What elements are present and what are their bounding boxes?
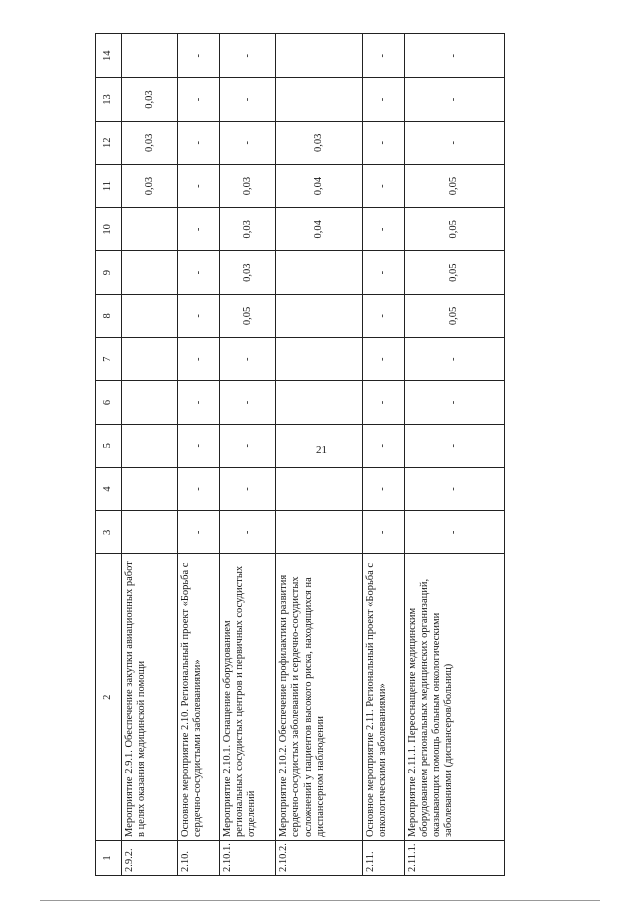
value-cell [276, 294, 362, 337]
value-cell: - [178, 164, 220, 207]
table-row [178, 34, 220, 876]
value-cell: - [178, 294, 220, 337]
row-code: 2.11.1. [404, 840, 504, 875]
value-cell [122, 424, 178, 467]
value-cell [276, 381, 362, 424]
value-cell: - [220, 424, 276, 467]
value-cell: - [178, 78, 220, 121]
table-container [95, 33, 505, 876]
value-cell: 0,05 [404, 251, 504, 294]
header-cell: 12 [96, 121, 122, 164]
value-cell: 0,03 [276, 121, 362, 164]
value-cell [276, 78, 362, 121]
value-cell [276, 467, 362, 510]
value-cell: 0,04 [276, 164, 362, 207]
value-cell: - [178, 121, 220, 164]
row-name: Мероприятие 2.11.1. Переоснащение медицинским оборудованием региональных медицинских организаций, оказывающих помощь больным онкологическими заболеваниями (диспансеров/больниц) [404, 554, 504, 841]
value-cell: - [220, 121, 276, 164]
value-cell: - [404, 78, 504, 121]
value-cell [276, 338, 362, 381]
value-cell: - [362, 338, 404, 381]
value-cell: 0,03 [220, 208, 276, 251]
measures-table [95, 33, 505, 876]
value-cell: - [220, 511, 276, 554]
value-cell [122, 208, 178, 251]
value-cell: - [178, 251, 220, 294]
value-cell: - [178, 467, 220, 510]
table-row [220, 34, 276, 876]
value-cell [276, 34, 362, 78]
header-cell: 11 [96, 164, 122, 207]
value-cell: 0,03 [220, 164, 276, 207]
row-name: Мероприятие 2.9.1. Обеспечение закупки авиационных работ в целях оказания медицинской помощи [122, 554, 178, 841]
header-cell: 3 [96, 511, 122, 554]
header-cell: 6 [96, 381, 122, 424]
value-cell: - [178, 34, 220, 78]
value-cell [122, 338, 178, 381]
value-cell: - [220, 381, 276, 424]
value-cell: - [404, 34, 504, 78]
value-cell: - [362, 121, 404, 164]
value-cell: - [178, 208, 220, 251]
value-cell: - [220, 34, 276, 78]
value-cell: - [404, 381, 504, 424]
value-cell: - [178, 338, 220, 381]
value-cell: - [220, 467, 276, 510]
value-cell: - [220, 78, 276, 121]
value-cell: 0,03 [220, 251, 276, 294]
value-cell [122, 294, 178, 337]
value-cell: 0,03 [122, 164, 178, 207]
header-cell: 5 [96, 424, 122, 467]
row-name: Основное мероприятие 2.10. Региональный проект «Борьба с сердечно-сосудистыми заболеваниями» [178, 554, 220, 841]
header-cell: 4 [96, 467, 122, 510]
value-cell: - [178, 511, 220, 554]
row-code: 2.10.1. [220, 840, 276, 875]
value-cell: 0,05 [404, 208, 504, 251]
value-cell: - [404, 467, 504, 510]
table-row [404, 34, 504, 876]
row-code: 2.10. [178, 840, 220, 875]
header-cell: 1 [96, 840, 122, 875]
value-cell [122, 467, 178, 510]
value-cell: - [362, 294, 404, 337]
row-code: 2.9.2. [122, 840, 178, 875]
value-cell: 0,03 [122, 121, 178, 164]
value-cell: - [362, 251, 404, 294]
header-row [96, 34, 122, 876]
value-cell [276, 424, 362, 467]
header-cell: 7 [96, 338, 122, 381]
header-cell: 14 [96, 34, 122, 78]
value-cell: - [404, 338, 504, 381]
value-cell [122, 511, 178, 554]
value-cell: - [362, 208, 404, 251]
value-cell: - [362, 34, 404, 78]
page-number: 21 [316, 444, 327, 456]
value-cell [122, 34, 178, 78]
rotated-table-frame [95, 33, 505, 876]
value-cell: - [362, 164, 404, 207]
value-cell: - [362, 424, 404, 467]
header-cell: 8 [96, 294, 122, 337]
row-name: Основное мероприятие 2.11. Региональный проект «Борьба с онкологическими заболеваниями» [362, 554, 404, 841]
value-cell [276, 511, 362, 554]
value-cell: - [404, 424, 504, 467]
value-cell: - [362, 78, 404, 121]
value-cell [276, 251, 362, 294]
value-cell: 0,04 [276, 208, 362, 251]
value-cell: - [404, 121, 504, 164]
value-cell: - [362, 381, 404, 424]
row-code: 2.11. [362, 840, 404, 875]
value-cell: - [220, 338, 276, 381]
row-name: Мероприятие 2.10.2. Обеспечение профилактики развития сердечно-сосудистых заболеваний и сердечно-сосудистых осложнений у пациентов высокого риска, находящихся на диспансерном наблюдении [276, 554, 362, 841]
row-name: Мероприятие 2.10.1. Оснащение оборудованием региональных сосудистых центров и первичных сосудистых отделений [220, 554, 276, 841]
value-cell [122, 251, 178, 294]
value-cell: - [362, 511, 404, 554]
row-code: 2.10.2. [276, 840, 362, 875]
value-cell: 0,05 [404, 164, 504, 207]
value-cell: - [178, 424, 220, 467]
bottom-divider [40, 900, 600, 901]
table-row [122, 34, 178, 876]
header-cell: 10 [96, 208, 122, 251]
header-cell: 9 [96, 251, 122, 294]
value-cell: - [362, 467, 404, 510]
value-cell: 0,05 [404, 294, 504, 337]
value-cell: - [178, 381, 220, 424]
value-cell: 0,03 [122, 78, 178, 121]
header-cell: 2 [96, 554, 122, 841]
header-cell: 13 [96, 78, 122, 121]
value-cell: - [404, 511, 504, 554]
table-row [362, 34, 404, 876]
value-cell: 0,05 [220, 294, 276, 337]
table-row [276, 34, 362, 876]
value-cell [122, 381, 178, 424]
